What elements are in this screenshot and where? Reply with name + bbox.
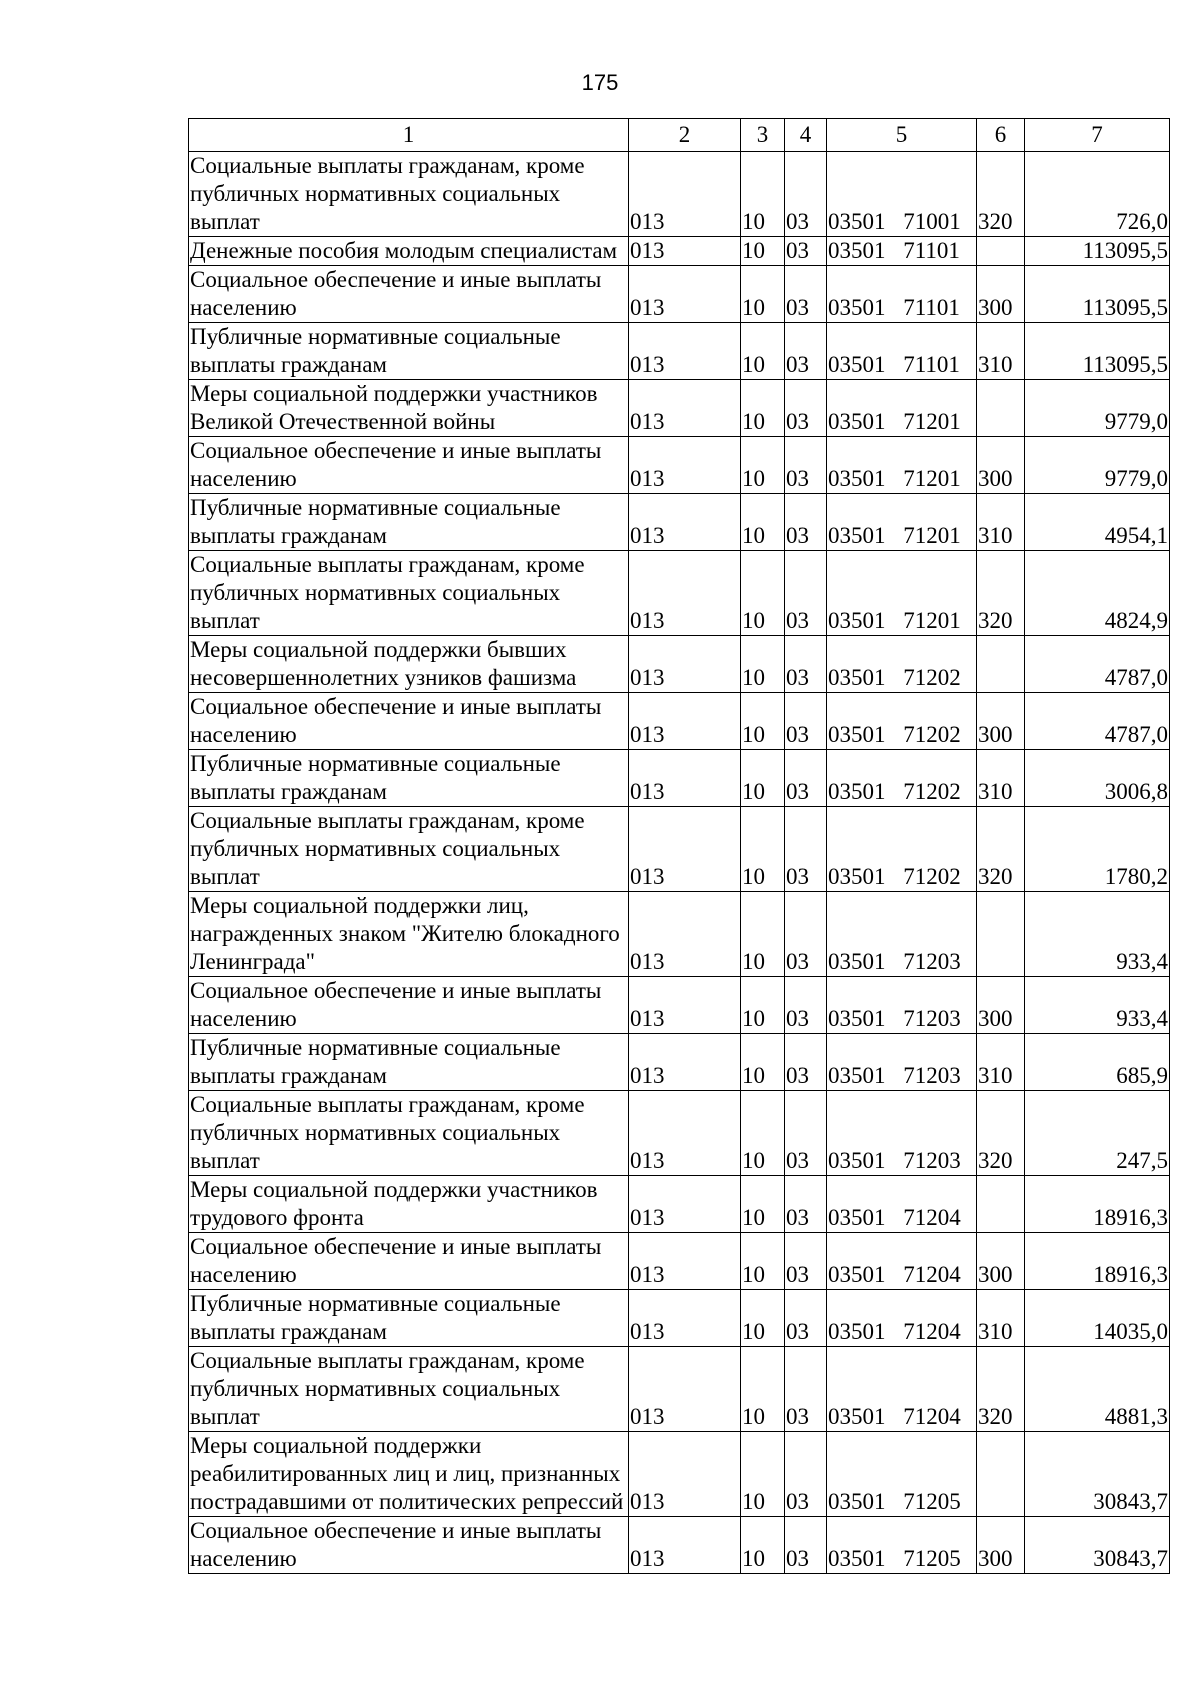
table-row bbox=[189, 437, 1170, 494]
table-row bbox=[189, 237, 1170, 266]
row-section-cell: 10 bbox=[741, 1034, 785, 1091]
row-section-cell: 10 bbox=[741, 892, 785, 977]
row-target-article-cell: 03501 71204 bbox=[827, 1347, 977, 1432]
table-row bbox=[189, 266, 1170, 323]
row-target-article-cell: 03501 71101 bbox=[827, 323, 977, 380]
row-target-article-cell: 03501 71201 bbox=[827, 551, 977, 636]
row-admin-code-cell: 013 bbox=[629, 266, 741, 323]
row-expense-type-cell: 300 bbox=[977, 437, 1025, 494]
row-subsection-cell: 03 bbox=[785, 551, 827, 636]
row-name-cell: Денежные пособия молодым специалистам bbox=[189, 237, 629, 266]
row-name-cell: Меры социальной поддержки лиц, награжденных знаком "Жителю блокадного Ленинграда" bbox=[189, 892, 629, 977]
row-section-cell: 10 bbox=[741, 977, 785, 1034]
row-subsection-cell: 03 bbox=[785, 437, 827, 494]
row-admin-code-cell: 013 bbox=[629, 1517, 741, 1574]
row-expense-type-cell: 320 bbox=[977, 1347, 1025, 1432]
row-subsection-cell: 03 bbox=[785, 750, 827, 807]
row-section-cell: 10 bbox=[741, 1176, 785, 1233]
row-subsection-cell: 03 bbox=[785, 636, 827, 693]
row-name-cell: Социальное обеспечение и иные выплаты населению bbox=[189, 437, 629, 494]
row-subsection-cell: 03 bbox=[785, 807, 827, 892]
row-subsection-cell: 03 bbox=[785, 266, 827, 323]
table-row bbox=[189, 1233, 1170, 1290]
row-name-cell: Социальные выплаты гражданам, кроме публичных нормативных социальных выплат bbox=[189, 1347, 629, 1432]
row-subsection-cell: 03 bbox=[785, 1091, 827, 1176]
row-target-article-cell: 03501 71101 bbox=[827, 237, 977, 266]
row-section-cell: 10 bbox=[741, 494, 785, 551]
row-expense-type-cell bbox=[977, 1432, 1025, 1517]
row-amount-cell: 4824,9 bbox=[1025, 551, 1170, 636]
row-name-cell: Публичные нормативные социальные выплаты гражданам bbox=[189, 1290, 629, 1347]
row-section-cell: 10 bbox=[741, 551, 785, 636]
row-amount-cell: 113095,5 bbox=[1025, 323, 1170, 380]
row-subsection-cell: 03 bbox=[785, 323, 827, 380]
table-row bbox=[189, 1290, 1170, 1347]
table-body bbox=[189, 152, 1170, 1574]
row-section-cell: 10 bbox=[741, 380, 785, 437]
row-expense-type-cell: 310 bbox=[977, 1290, 1025, 1347]
row-expense-type-cell: 310 bbox=[977, 1034, 1025, 1091]
row-section-cell: 10 bbox=[741, 750, 785, 807]
row-target-article-cell: 03501 71001 bbox=[827, 152, 977, 237]
row-amount-cell: 30843,7 bbox=[1025, 1432, 1170, 1517]
table-row bbox=[189, 1176, 1170, 1233]
table-row bbox=[189, 636, 1170, 693]
row-name-cell: Меры социальной поддержки бывших несовершеннолетних узников фашизма bbox=[189, 636, 629, 693]
header-col-5: 5 bbox=[827, 119, 977, 152]
row-admin-code-cell: 013 bbox=[629, 807, 741, 892]
row-amount-cell: 9779,0 bbox=[1025, 380, 1170, 437]
row-expense-type-cell: 300 bbox=[977, 693, 1025, 750]
row-amount-cell: 3006,8 bbox=[1025, 750, 1170, 807]
row-subsection-cell: 03 bbox=[785, 380, 827, 437]
row-name-cell: Социальные выплаты гражданам, кроме публичных нормативных социальных выплат bbox=[189, 807, 629, 892]
row-expense-type-cell bbox=[977, 237, 1025, 266]
table-row bbox=[189, 892, 1170, 977]
row-admin-code-cell: 013 bbox=[629, 636, 741, 693]
row-target-article-cell: 03501 71203 bbox=[827, 892, 977, 977]
row-name-cell: Публичные нормативные социальные выплаты гражданам bbox=[189, 494, 629, 551]
row-amount-cell: 726,0 bbox=[1025, 152, 1170, 237]
row-name-cell: Социальные выплаты гражданам, кроме публичных нормативных социальных выплат bbox=[189, 152, 629, 237]
row-amount-cell: 4787,0 bbox=[1025, 693, 1170, 750]
row-expense-type-cell: 300 bbox=[977, 266, 1025, 323]
row-admin-code-cell: 013 bbox=[629, 1347, 741, 1432]
table-row bbox=[189, 551, 1170, 636]
header-col-6: 6 bbox=[977, 119, 1025, 152]
header-col-1: 1 bbox=[189, 119, 629, 152]
row-amount-cell: 247,5 bbox=[1025, 1091, 1170, 1176]
row-expense-type-cell: 310 bbox=[977, 494, 1025, 551]
row-amount-cell: 4787,0 bbox=[1025, 636, 1170, 693]
row-expense-type-cell bbox=[977, 892, 1025, 977]
row-expense-type-cell: 300 bbox=[977, 1233, 1025, 1290]
row-section-cell: 10 bbox=[741, 1290, 785, 1347]
row-admin-code-cell: 013 bbox=[629, 977, 741, 1034]
header-col-4: 4 bbox=[785, 119, 827, 152]
row-amount-cell: 18916,3 bbox=[1025, 1233, 1170, 1290]
row-admin-code-cell: 013 bbox=[629, 1432, 741, 1517]
row-name-cell: Публичные нормативные социальные выплаты гражданам bbox=[189, 1034, 629, 1091]
row-expense-type-cell: 320 bbox=[977, 551, 1025, 636]
row-expense-type-cell bbox=[977, 636, 1025, 693]
row-target-article-cell: 03501 71201 bbox=[827, 494, 977, 551]
row-target-article-cell: 03501 71202 bbox=[827, 750, 977, 807]
row-subsection-cell: 03 bbox=[785, 152, 827, 237]
row-name-cell: Меры социальной поддержки участников трудового фронта bbox=[189, 1176, 629, 1233]
row-subsection-cell: 03 bbox=[785, 977, 827, 1034]
row-name-cell: Публичные нормативные социальные выплаты гражданам bbox=[189, 750, 629, 807]
row-target-article-cell: 03501 71205 bbox=[827, 1432, 977, 1517]
row-name-cell: Публичные нормативные социальные выплаты гражданам bbox=[189, 323, 629, 380]
row-section-cell: 10 bbox=[741, 636, 785, 693]
row-target-article-cell: 03501 71203 bbox=[827, 1034, 977, 1091]
row-subsection-cell: 03 bbox=[785, 892, 827, 977]
row-target-article-cell: 03501 71101 bbox=[827, 266, 977, 323]
row-section-cell: 10 bbox=[741, 152, 785, 237]
row-expense-type-cell: 310 bbox=[977, 750, 1025, 807]
row-subsection-cell: 03 bbox=[785, 693, 827, 750]
table-row bbox=[189, 1347, 1170, 1432]
row-admin-code-cell: 013 bbox=[629, 380, 741, 437]
table-row bbox=[189, 1034, 1170, 1091]
row-subsection-cell: 03 bbox=[785, 1432, 827, 1517]
row-section-cell: 10 bbox=[741, 1347, 785, 1432]
row-name-cell: Меры социальной поддержки реабилитированных лиц и лиц, признанных пострадавшими от политических репрессий bbox=[189, 1432, 629, 1517]
row-target-article-cell: 03501 71203 bbox=[827, 977, 977, 1034]
row-section-cell: 10 bbox=[741, 693, 785, 750]
row-section-cell: 10 bbox=[741, 807, 785, 892]
row-admin-code-cell: 013 bbox=[629, 551, 741, 636]
table-row bbox=[189, 1091, 1170, 1176]
table-row bbox=[189, 152, 1170, 237]
row-target-article-cell: 03501 71204 bbox=[827, 1233, 977, 1290]
table-row bbox=[189, 1432, 1170, 1517]
row-target-article-cell: 03501 71203 bbox=[827, 1091, 977, 1176]
row-admin-code-cell: 013 bbox=[629, 494, 741, 551]
row-amount-cell: 933,4 bbox=[1025, 892, 1170, 977]
row-admin-code-cell: 013 bbox=[629, 1034, 741, 1091]
row-target-article-cell: 03501 71201 bbox=[827, 380, 977, 437]
row-section-cell: 10 bbox=[741, 1432, 785, 1517]
header-col-7: 7 bbox=[1025, 119, 1170, 152]
row-admin-code-cell: 013 bbox=[629, 437, 741, 494]
row-admin-code-cell: 013 bbox=[629, 1176, 741, 1233]
row-expense-type-cell: 320 bbox=[977, 152, 1025, 237]
row-section-cell: 10 bbox=[741, 437, 785, 494]
row-section-cell: 10 bbox=[741, 1233, 785, 1290]
row-expense-type-cell: 300 bbox=[977, 1517, 1025, 1574]
row-target-article-cell: 03501 71201 bbox=[827, 437, 977, 494]
row-section-cell: 10 bbox=[741, 323, 785, 380]
row-target-article-cell: 03501 71205 bbox=[827, 1517, 977, 1574]
row-amount-cell: 4954,1 bbox=[1025, 494, 1170, 551]
row-target-article-cell: 03501 71204 bbox=[827, 1176, 977, 1233]
row-admin-code-cell: 013 bbox=[629, 1290, 741, 1347]
row-amount-cell: 113095,5 bbox=[1025, 237, 1170, 266]
budget-table bbox=[188, 118, 1170, 1574]
row-name-cell: Социальное обеспечение и иные выплаты населению bbox=[189, 977, 629, 1034]
row-section-cell: 10 bbox=[741, 266, 785, 323]
row-amount-cell: 685,9 bbox=[1025, 1034, 1170, 1091]
row-amount-cell: 9779,0 bbox=[1025, 437, 1170, 494]
row-section-cell: 10 bbox=[741, 1091, 785, 1176]
row-amount-cell: 14035,0 bbox=[1025, 1290, 1170, 1347]
row-expense-type-cell: 320 bbox=[977, 807, 1025, 892]
row-target-article-cell: 03501 71204 bbox=[827, 1290, 977, 1347]
table-row bbox=[189, 750, 1170, 807]
row-subsection-cell: 03 bbox=[785, 1034, 827, 1091]
row-section-cell: 10 bbox=[741, 1517, 785, 1574]
row-section-cell: 10 bbox=[741, 237, 785, 266]
row-admin-code-cell: 013 bbox=[629, 892, 741, 977]
row-expense-type-cell bbox=[977, 1176, 1025, 1233]
row-admin-code-cell: 013 bbox=[629, 693, 741, 750]
row-subsection-cell: 03 bbox=[785, 1517, 827, 1574]
table-row bbox=[189, 693, 1170, 750]
table-row bbox=[189, 807, 1170, 892]
row-admin-code-cell: 013 bbox=[629, 152, 741, 237]
row-subsection-cell: 03 bbox=[785, 1233, 827, 1290]
row-amount-cell: 933,4 bbox=[1025, 977, 1170, 1034]
row-name-cell: Меры социальной поддержки участников Великой Отечественной войны bbox=[189, 380, 629, 437]
row-name-cell: Социальное обеспечение и иные выплаты населению bbox=[189, 266, 629, 323]
row-amount-cell: 4881,3 bbox=[1025, 1347, 1170, 1432]
row-admin-code-cell: 013 bbox=[629, 1091, 741, 1176]
row-expense-type-cell: 300 bbox=[977, 977, 1025, 1034]
row-subsection-cell: 03 bbox=[785, 1347, 827, 1432]
row-target-article-cell: 03501 71202 bbox=[827, 693, 977, 750]
row-name-cell: Социальное обеспечение и иные выплаты населению bbox=[189, 693, 629, 750]
row-target-article-cell: 03501 71202 bbox=[827, 636, 977, 693]
row-admin-code-cell: 013 bbox=[629, 1233, 741, 1290]
header-col-3: 3 bbox=[741, 119, 785, 152]
page-number: 175 bbox=[581, 70, 619, 95]
row-subsection-cell: 03 bbox=[785, 1176, 827, 1233]
row-amount-cell: 30843,7 bbox=[1025, 1517, 1170, 1574]
table-row bbox=[189, 1517, 1170, 1574]
row-amount-cell: 113095,5 bbox=[1025, 266, 1170, 323]
row-admin-code-cell: 013 bbox=[629, 750, 741, 807]
table-row bbox=[189, 380, 1170, 437]
row-subsection-cell: 03 bbox=[785, 1290, 827, 1347]
header-row bbox=[189, 119, 1170, 152]
row-amount-cell: 18916,3 bbox=[1025, 1176, 1170, 1233]
table-row bbox=[189, 323, 1170, 380]
row-expense-type-cell: 310 bbox=[977, 323, 1025, 380]
row-name-cell: Социальные выплаты гражданам, кроме публичных нормативных социальных выплат bbox=[189, 1091, 629, 1176]
row-admin-code-cell: 013 bbox=[629, 323, 741, 380]
row-amount-cell: 1780,2 bbox=[1025, 807, 1170, 892]
table-row bbox=[189, 977, 1170, 1034]
row-subsection-cell: 03 bbox=[785, 494, 827, 551]
row-target-article-cell: 03501 71202 bbox=[827, 807, 977, 892]
row-subsection-cell: 03 bbox=[785, 237, 827, 266]
row-name-cell: Социальное обеспечение и иные выплаты населению bbox=[189, 1233, 629, 1290]
row-admin-code-cell: 013 bbox=[629, 237, 741, 266]
row-expense-type-cell: 320 bbox=[977, 1091, 1025, 1176]
row-expense-type-cell bbox=[977, 380, 1025, 437]
row-name-cell: Социальные выплаты гражданам, кроме публичных нормативных социальных выплат bbox=[189, 551, 629, 636]
table-row bbox=[189, 494, 1170, 551]
row-name-cell: Социальное обеспечение и иные выплаты населению bbox=[189, 1517, 629, 1574]
header-col-2: 2 bbox=[629, 119, 741, 152]
